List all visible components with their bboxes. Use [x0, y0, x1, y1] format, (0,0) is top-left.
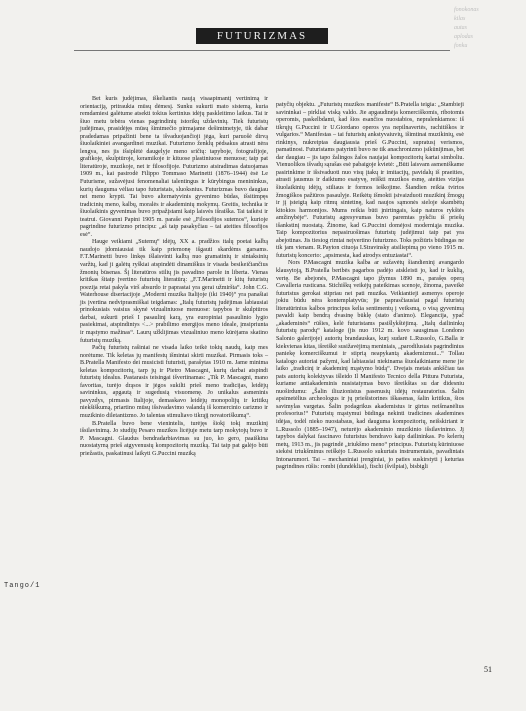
ghost-line: aplodas [454, 34, 474, 40]
paragraph: Hauge veikiami „Sutemų“ idėjų, XX a. pradžios italų poetai kalbą naudojo įdomiausiai tik kaip priemonę išgauti skardėms garsams. F.T.Marinetti buvo linkęs išlaisvinti kalbą nuo gramatinių ir sintaksinių varžtų, kad ji galėtų ryškiai atspindėti dinamiškus ir visada besikeičiančius žmonių būsenas. Šį literatūros stilių jis pavadino parole in liberta. Vienas kritikas šitaip įvertino futuristų literatūrą: „F.T.Marinetti ir kitų futuristų poezija retai pakyla virš absurdo ir paprastai yra gerai užmiršta“. John C.G. Waterhouse disertacijoje „Moderni muzika Italijoje (iki 1940)“ yra panašiai jis įvertina nedviprasmiškai teigdamas: „Italų futuristų judėjimas labiausiai prinokusiais vaisius skynė vizualiniuose menuose: tapybos ir skulptūros darbai, sukurti prieš I pasaulinį karą, yra europiniai pasaulinio lygio pasiekimai, atspindintys <...> prabilimo energijos meno ideale, įmsipriunta ir mąstymo mažinas“. Laurų užklijimas vizualiniuo meno kūrėjams skatino futuristų muziką. [80, 239, 268, 344]
section-title: FUTURIZMAS [196, 28, 328, 44]
paragraph: Nors P.Mascagni muzika kalba ar sužavėtų šiandieninį avangardo klausytoją, B.Pratella beribės pagarbos padėjo atskleisti jo, kad ir kuklią, vertę. Be abejonės, P.Mascagni tapo įžymus 1890 m., parašęs operą Cavalleria rusticana. Stichiškų veikėjų pateikimas scenoje, žinoma, paveikė futuristus gerokai stipriau nei pati muzika. Veikiantieji asmenys operoje jokiu būdu nėra kontemplatyvūs; jie paprasčiausiai pagal futuristų literatūrinius kalbos principus kelia sentimentų į veiksmą, o visą gyvenimą pavaldi kaip bendrą dvasinę būklę (stato d'animo). Elegancija, ypač „akademinės“ rūšies, kelė futuristams pasišlykštėjimą. „Italų dailininkų futuristų parodų“ kataloge (jis nuo 1912 m. kovo sausgimas Londono Salonio galerijoje) autorių brandauskas, kurį sudarė L.Russolo, G.Balla ir kiekvienas kitas, išreiškė susižavėjimą meniniais, „parodilusiais pagrindinius paniekę komerciškumui ir stiprią neapykantą akademizmui...“ Tollau katalogo autoriai pažymi, kad labiausiai niekinama šiuolaikiniame mene jie laiko „tradicinį ir akademinį mąstymo būdą“. Dvejais metais ankščiau tas pats autorių kolektyvas išleido Il Manifesto Tecnico della Pittura Futurista, kuriame antiakademinis nusistatymas buvo išreikštas su dar didesniu nuoširdumu: „Šalin iliuzionistus pasenusių idėjų restauratorius. Šalin apsimetėlius archeologus ir jų priešistorines iškasenas, šalin kritikus, šios savimylas vargetas. Šalin podagrikus akademistus ir girtus neišmanėlius profesorius!“ Futuristų mąstymui būdinga nekinti tradicines akademines idėjas, todėl nieko nuostabaus, kad dauguma kompozitorių, neišskiriant ir L.Russolo (1885–1947), neturėjo akademinio muzikinio išsilavinimo. Jį tapybos dalykai fascinavo futuristus bendravo kaip dailininkas. Po kelerių metų, 1913 m., jis pagrindė „triukšmo meno“ principus. Futuristų kūriniuose siekėsi triukšminus reiškėjo L.Russolo sukurtais instrumentais, pavadintais Intonarumori. Tai – mechaniniai įrenginiai, jo paties suskirstyti į keturias pagrindines rūšis: rombi (dundėkliai), fischi (švilpiai), bisbigli [276, 260, 464, 471]
ghost-line: fonokonas [454, 7, 479, 13]
ghost-line: kilas [454, 16, 466, 22]
paragraph: B.Pratella buvo bene vienintelis, turėjęs šiokį tokį muzikinį išsilavinimą. Jo studijų Pesaro muzikos licėjuje metu tarp mokytojų buvo ir P. Mascagni. Glaudus bendradarbiavimas su juo, ko gero, paaiškina nuostatyrną prieš atgyvenusių kompozitorių muziką. Tai taip pat galėjo būti priežastis, paskatinusi laikyti G.Puccini muziką [80, 420, 268, 457]
faded-margin-text [454, 6, 514, 51]
ghost-line: autas [454, 25, 468, 31]
paragraph: Pačių futuristų rašiniai ne visada laiko teikė tokių naudų, kaip mes norėtume. Tik keletas jų manifestų išmintai skirti muzikai. Pirmasis toks – B.Pratella Manifesto dei musicisti futuristi, parašytas 1910 m. Jame minima keletas kompozitorių, tarp jų ir Pietro Mascagni, kurių darbai atspindi futuristų idealus. Pastarasis teisingai išvertinamas: „Tik P. Mascagni, mano favoritas, turėjo drąsos ir jėgos sukilti prieš meno tradicijas, leidėjų savininkus, apgautą ir sugedusią visuomenę. Jo unikalus asmeninis pavyzdys, pirmasis Italijoje, demaskavo leidėjų monopolijų ir kritikų niekšiškumą, priartino mūsų išsivadavimo valandą iš komercinio carizmo ir muzikinio diletantizmo. Jo talentas stimuliavo tikrąjį novatoriškumą“. [80, 345, 268, 419]
page-number: 51 [484, 665, 492, 674]
right-column [276, 102, 464, 472]
left-column [80, 96, 268, 458]
paragraph: Bet kuris judėjimas, iškeliantis naują visaapimantį vertinimą ir orientaciją, pritraukia mūsų dėmesį. Sunku sukurti mato sistemą, kuria remdamiesi galėtume atsekti tokius kertinius idėjų paskleitimo laikus. Tai ir šiuo metu tebėra vienas pagrindinių istorikų uždavinių. Tiek futuristų judėjimas, prasidėjęs mūsų šimtmečio pirmajame dešimtmetyje, tik dabar pradedamas pripažinti bene ta išvaduojančioji jėga, kuri paruošė dirvą šiuolaikiniei avangardinei muzikai. Futurizmo ženklų pėdsakus atrasti nėra lengva, nes jis išsiplėtė daugelyje meno sričių: tapyboje, fotografijoje, grafikoje, skulptūroje, keramikoje ir kituose plastiniuose menuose; taip pat literatūroje, muzikoje, net ir filosofijoje. Futurizmo atsiradimas datuojamas 1909 m., kai pasirodė Filippo Tommaso Marinetti (1876–1944) ėsė Le Futurisme, sužavėjusi fenomenaliai talentingus ir kūrybingus menininkus, kurių dauguma vėliau tapo futuristais, sluoksnius. Futurizmas buvo daugiau nei meno krypti. Tai buvo alternatyvinis gyvenimo būdas, išsitimpęs tradicinių meno, kalbų, moralės ir akademinių mokymų. Greitis, technika ir šiuolaikinis gyvenimas buvo pripažįstami kaip laisvės išraiška. Tai taikėsi ir teatrui. Giovanni Papini 1905 m. paraše esė „Filosofijos sutemos“, kurioje pagrindine futurizmo principu: „aš taip pasakyčiau – tai ateities filosofijos esė“. [80, 96, 268, 238]
paragraph: patyčių objektu. „Futuristų muzikos manifeste“ B.Pratella teigia: „Stambieji savininkai – pirkliai viską valdo. Jie apgaudinėja komerciškomis, ribotomis operomis, paskelbdami, kad šios esančios nuostabios, nepralenkiamos: iš tikrųjų G.Puccini ir U.Giordano operos yra nepilnavertės, rachitiškos ir vulgarios.“ Manifestas – tai futuristų ankstyvaiuvių, išimtinai muzikinių, esė rinkinys, nukreiptas daugiausia prieš G.Puccini, supratusį verismos, pamatinosi. Futuristams patyrinti buvo ne tik anachronizmo įsikūnijimas, bet dar daugiau – jis tapo žalingos žalos naujajai kompozitorių kartai simboliu. Vienuolikos išvadų sąrašas esė pabaigoje kvietė: „Būti laisvam asmeniškame pasirinkime ir išsivaduoti nuo visų įtakų ir imitacijų, pavidalų iš praeities, atrasti jausmus ir daiktumo esatyvę, reiškti muzikos esmę, ateities vizijas šiuolaikinių idėjų, stiliaus ir formos ieškojime. Šiandien reikia tvirtos žmogiškos pažiūros pasaulyje. Reikėtų išmokti įsivaizduoti muzikinį žmogų ir jį įsteigtą kaip ritmų sintetinę, kad naujos sąmonės sieloje skambėtų kitokios harmonijos. Mums reikia būti įnirtingais, kaip naturos rykštės amžinybėje“. Futuristų agresyvumas buvo paremtas pykčiu iš priešų išankstinį nuostatą. Žinome, kad G.Puccini domėjosi moderniąja muzika. Taip kompozitorius nepasiruošimas futuristų judėjimui taip pat yra abejotinas. Jis tiesiog rimtai neįvertino futurizmo. Toks požiūris būdingas ne tik jam vienam. R.Payton cituoja I.Stravinsky atsiliepimą po vieno 1915 m. futuristų koncerto: „apsimesta, kad atrodys entuziastai“. [276, 102, 464, 259]
side-label: Tango/1 [4, 582, 41, 590]
ghost-line: fonku [454, 43, 468, 49]
header-rule [74, 50, 450, 51]
